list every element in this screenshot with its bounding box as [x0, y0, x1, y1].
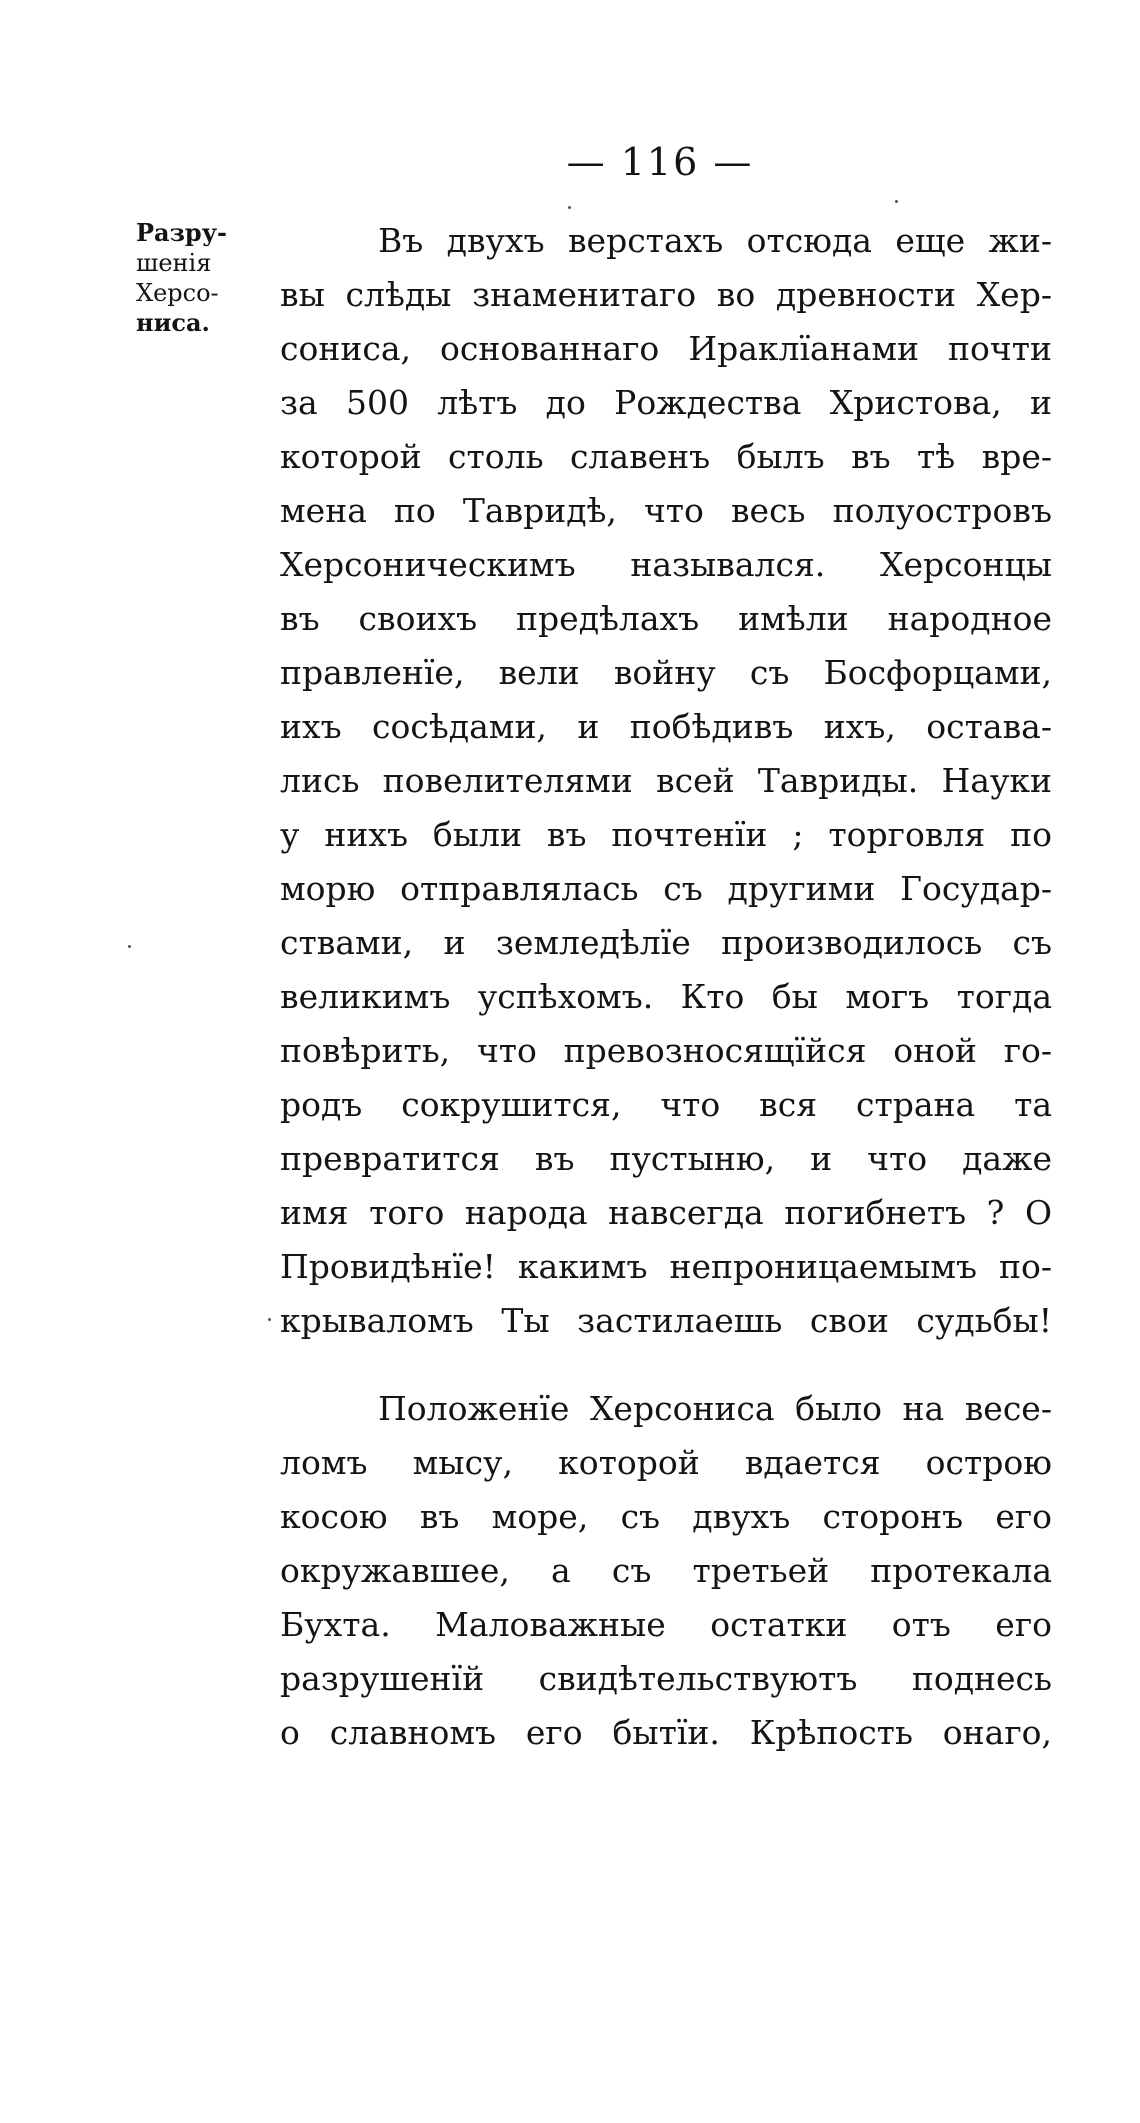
- text-line: косою въ море, съ двухъ сторонъ его: [280, 1497, 1052, 1536]
- margin-note-line: ниса.: [136, 308, 210, 337]
- text-line: въ своихъ предѣлахъ имѣли народное: [280, 599, 1052, 638]
- margin-note-line: Разру-: [136, 218, 228, 247]
- paragraph-2: [280, 1382, 1052, 1760]
- text-line: о славномъ его бытїи. Крѣпость онаго,: [280, 1713, 1052, 1752]
- text-line: Въ двухъ верстахъ отсюда еще жи-: [378, 221, 1052, 260]
- text-line: Положенїе Херсониса было на весе-: [378, 1389, 1052, 1428]
- text-line: мена по Тавридѣ, что весь полуостровъ: [280, 491, 1052, 530]
- text-line: Провидѣнїе! какимъ непроницаемымъ по-: [280, 1247, 1052, 1286]
- text-line: которой столь славенъ былъ въ тѣ вре-: [280, 437, 1052, 476]
- print-speck: [895, 200, 898, 203]
- text-line: ихъ сосѣдами, и побѣдивъ ихъ, остава-: [280, 707, 1052, 746]
- text-line: родъ сокрушится, что вся страна та: [280, 1085, 1052, 1124]
- text-line: ствами, и земледѣлїе производилось съ: [280, 923, 1052, 962]
- page-number: — 116 —: [566, 140, 754, 184]
- text-line: за 500 лѣтъ до Рождества Христова, и: [280, 383, 1052, 422]
- text-line: крываломъ Ты застилаешь свои судьбы!: [280, 1301, 1052, 1340]
- text-line: сониса, основаннаго Ираклїанами почти: [280, 329, 1052, 368]
- margin-note-line: шенія: [136, 249, 212, 277]
- text-line: лись повелителями всей Тавриды. Науки: [280, 761, 1052, 800]
- margin-note: [136, 218, 254, 338]
- margin-note-line: Херсо-: [136, 279, 219, 307]
- text-line: превратится въ пустыню, и что даже: [280, 1139, 1052, 1178]
- print-speck: [568, 206, 571, 209]
- text-line: окружавшее, а съ третьей протекала: [280, 1551, 1052, 1590]
- text-line: повѣрить, что превозносящїйся оной го-: [280, 1031, 1052, 1070]
- text-line: у нихъ были въ почтенїи ; торговля по: [280, 815, 1052, 854]
- print-speck: [268, 1318, 271, 1321]
- text-line: Херсоническимъ назывался. Херсонцы: [280, 545, 1052, 584]
- text-line: морю отправлялась съ другими Государ-: [280, 869, 1052, 908]
- text-line: правленїе, вели войну съ Босфорцами,: [280, 653, 1052, 692]
- paragraph-1: [280, 214, 1052, 1348]
- text-line: вы слѣды знаменитаго во древности Хер-: [280, 275, 1052, 314]
- print-speck: [128, 945, 131, 948]
- text-line: Бухта. Маловажные остатки отъ его: [280, 1605, 1052, 1644]
- text-line: имя того народа навсегда погибнетъ ? О: [280, 1193, 1052, 1232]
- text-line: великимъ успѣхомъ. Кто бы могъ тогда: [280, 977, 1052, 1016]
- text-line: разрушенїй свидѣтельствуютъ поднесь: [280, 1659, 1052, 1698]
- text-line: ломъ мысу, которой вдается острою: [280, 1443, 1052, 1482]
